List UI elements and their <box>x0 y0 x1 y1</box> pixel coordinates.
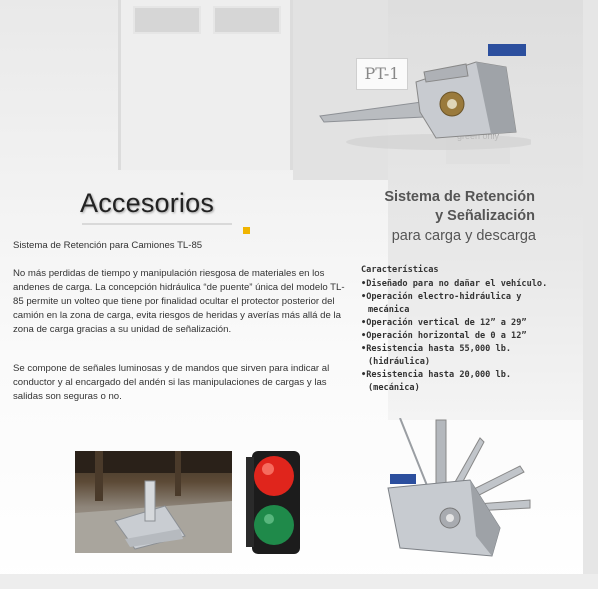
section-title: Accesorios <box>80 188 215 218</box>
background-sign-pt: PT-1 <box>356 58 408 90</box>
feature-item: • Operación horizontal de 0 a 12” <box>361 330 566 343</box>
feature-item: • Operación vertical de 12” a 29” <box>361 317 566 330</box>
green-light <box>254 505 294 545</box>
page-right-edge <box>583 0 598 589</box>
traffic-light-image <box>244 449 306 556</box>
features-list <box>361 264 566 395</box>
title-underline <box>82 223 232 225</box>
description-paragraph-2: Se compone de señales luminosas y de mandos que sirven para indicar al conductor y al encargado del andén si las manipulaciones de cargas y las salidas son seguras o no. <box>13 363 330 403</box>
door-window <box>133 6 201 34</box>
feature-item: • Resistencia hasta 20,000 lb. (mecánica) <box>361 369 566 395</box>
red-light <box>254 456 294 496</box>
features-title: Características <box>361 265 439 275</box>
product-heading-line1: Sistema de Retención <box>384 189 535 205</box>
dock-installation-photo <box>75 451 232 553</box>
description-paragraph-1: No más perdidas de tiempo y manipulación riesgosa de materiales en los andenes de carga. La concepción hidráulica “de puente” única del modelo TL-85 permite un volteo que tiene por finalidad ocultar el protector posterior del camión en la zona de carga, evita riesgos de heridas y averías más allá de la zona de carga gracias a su unidad de señalización. <box>13 268 345 336</box>
feature-item: • Operación electro-hidráulica y mecánica <box>361 291 566 317</box>
background-dock-door <box>118 0 293 170</box>
feature-item: • Diseñado para no dañar el vehículo. <box>361 278 566 291</box>
restraint-hook-image <box>380 418 540 563</box>
product-subtitle: Sistema de Retención para Camiones TL-85 <box>13 240 203 251</box>
door-window <box>213 6 281 34</box>
feature-item: • Resistencia hasta 55,000 lb. (hidráulica) <box>361 343 566 369</box>
product-heading-line2: y Señalización <box>435 208 535 224</box>
page-bottom-strip <box>0 574 598 589</box>
title-accent-square <box>243 227 250 234</box>
product-heading-line3: para carga y descarga <box>391 228 536 244</box>
vehicle-restraint-image <box>316 42 531 152</box>
